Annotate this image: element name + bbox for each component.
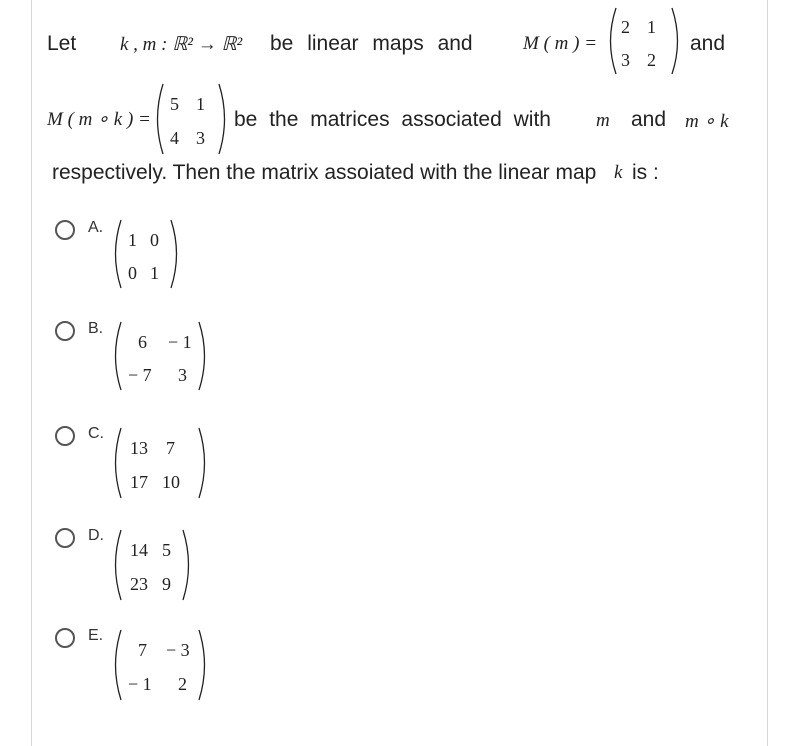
matrix-entry: 17 bbox=[130, 472, 148, 493]
matrix-entry: 10 bbox=[162, 472, 180, 493]
right-parenthesis bbox=[219, 84, 225, 154]
left-parenthesis bbox=[158, 84, 164, 154]
radio-option-d[interactable] bbox=[55, 528, 75, 548]
left-parenthesis bbox=[116, 220, 122, 288]
option-e-matrix bbox=[110, 626, 210, 704]
matrix-entry: 1 bbox=[128, 229, 137, 250]
option-b-matrix bbox=[110, 318, 210, 394]
matrix-entry: 1 bbox=[196, 94, 205, 115]
matrix-entry: 9 bbox=[162, 574, 171, 595]
radio-option-a[interactable] bbox=[55, 220, 75, 240]
right-parenthesis bbox=[199, 322, 205, 390]
matrix-entry: 3 bbox=[196, 128, 205, 149]
matrix-entry: 3 bbox=[178, 365, 187, 386]
option-d-letter: D. bbox=[88, 527, 104, 544]
m-compose-k-symbol: m ∘ k bbox=[685, 111, 729, 132]
matrix-entry: 7 bbox=[138, 640, 147, 661]
right-parenthesis bbox=[171, 220, 177, 288]
respectively-text: respectively. Then the matrix assoiated with the linear map bbox=[52, 161, 597, 184]
and-word-2: and bbox=[631, 108, 667, 131]
matrix-entry: 6 bbox=[138, 331, 147, 352]
be-linear-maps-text: be linear maps and bbox=[270, 32, 473, 55]
matrix-entry: 5 bbox=[162, 540, 171, 561]
option-c-letter: C. bbox=[88, 425, 104, 442]
left-parenthesis bbox=[116, 322, 122, 390]
option-d-matrix bbox=[110, 526, 194, 604]
matrix-M-mk bbox=[152, 80, 230, 158]
matrix-entry: − 7 bbox=[128, 365, 152, 386]
k-symbol: k bbox=[614, 162, 623, 183]
matrix-entry: 23 bbox=[130, 574, 148, 595]
matrix-entry: 14 bbox=[130, 540, 148, 561]
matrix-entry: 0 bbox=[150, 229, 159, 250]
let-word: Let bbox=[47, 32, 77, 55]
be-the-matrices-text: be the matrices associated with bbox=[234, 108, 551, 131]
matrix-entry: 4 bbox=[170, 128, 179, 149]
left-parenthesis bbox=[116, 428, 122, 498]
radio-option-e[interactable] bbox=[55, 628, 75, 648]
m-symbol: m bbox=[596, 110, 610, 131]
is-colon-text: is : bbox=[632, 161, 659, 184]
matrix-entry: 2 bbox=[621, 17, 630, 38]
option-c-matrix bbox=[110, 424, 210, 502]
option-e-letter: E. bbox=[88, 627, 104, 644]
M-m-label: M ( m ) = bbox=[523, 33, 598, 54]
matrix-entry: − 3 bbox=[166, 640, 190, 661]
matrix-entry: 3 bbox=[621, 49, 630, 70]
matrix-entry: − 1 bbox=[168, 331, 192, 352]
left-parenthesis bbox=[116, 630, 122, 700]
maps-expression: k , m : ℝ² → ℝ² bbox=[120, 34, 243, 55]
matrix-entry: − 1 bbox=[128, 674, 152, 695]
matrix-entry: 1 bbox=[647, 17, 656, 38]
left-parenthesis bbox=[116, 530, 122, 600]
matrix-entry: 7 bbox=[166, 438, 175, 459]
matrix-entry: 13 bbox=[130, 438, 148, 459]
matrix-entry: 2 bbox=[647, 49, 656, 70]
matrix-M-m bbox=[605, 4, 683, 78]
matrix-entry: 1 bbox=[150, 263, 159, 284]
right-parenthesis bbox=[672, 8, 678, 74]
M-mk-label: M ( m ∘ k ) = bbox=[47, 109, 151, 130]
option-a-matrix bbox=[110, 216, 182, 292]
radio-option-b[interactable] bbox=[55, 321, 75, 341]
option-b-letter: B. bbox=[88, 320, 104, 337]
right-parenthesis bbox=[199, 428, 205, 498]
option-a-letter: A. bbox=[88, 219, 104, 236]
right-parenthesis bbox=[183, 530, 189, 600]
and-word: and bbox=[690, 32, 726, 55]
right-parenthesis bbox=[199, 630, 205, 700]
radio-option-c[interactable] bbox=[55, 426, 75, 446]
matrix-entry: 5 bbox=[170, 94, 179, 115]
matrix-entry: 2 bbox=[178, 674, 187, 695]
left-parenthesis bbox=[611, 8, 617, 74]
matrix-entry: 0 bbox=[128, 263, 137, 284]
